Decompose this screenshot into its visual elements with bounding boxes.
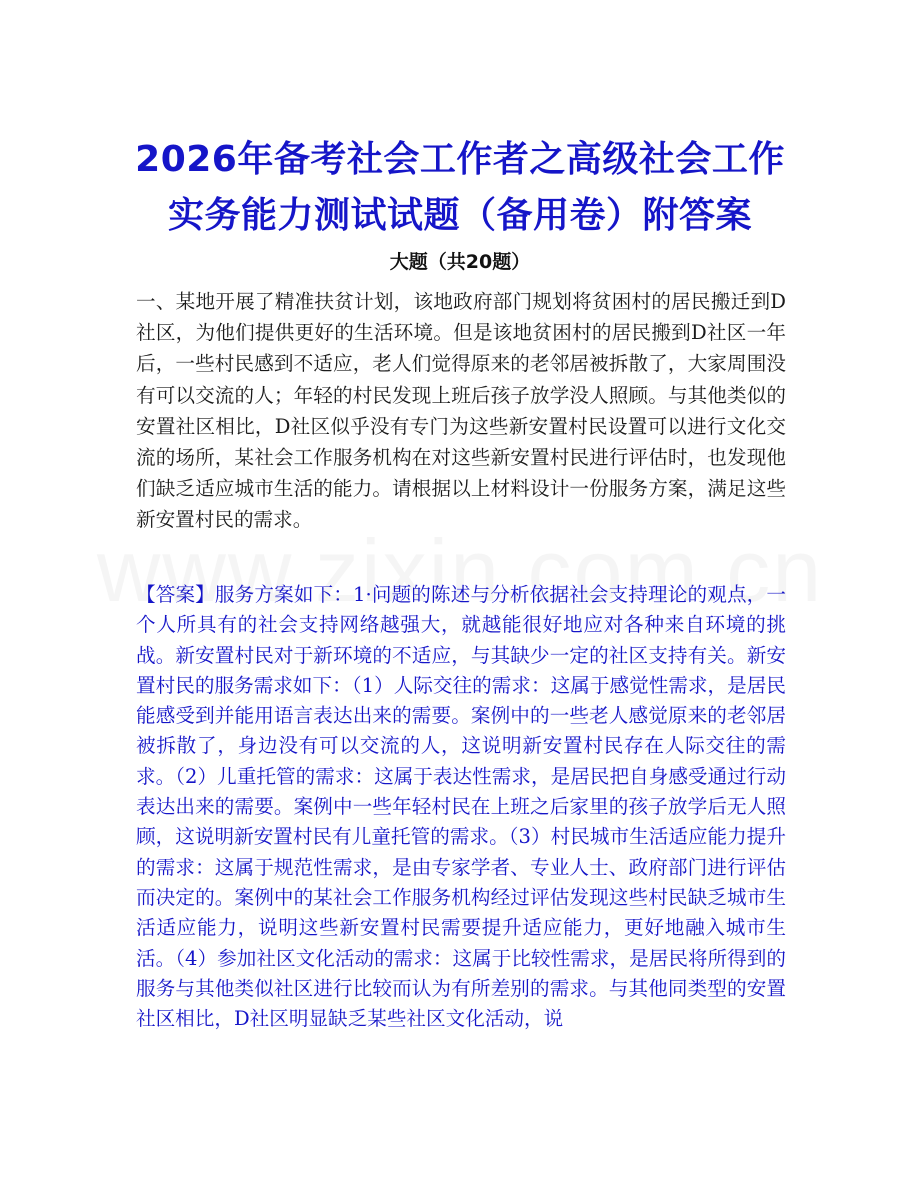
answer-label: 【答案】: [136, 583, 215, 606]
answer-paragraph: [136, 580, 786, 1034]
document-title: [110, 132, 810, 244]
answer-text: 服务方案如下：1·问题的陈述与分析依据社会支持理论的观点，一个人所具有的社会支持网络越强大，就越能很好地应对各种来自环境的挑战。新安置村民对于新环境的不适应，与其缺少一定的社区支持有关。新安置村民的服务需求如下：（1）人际交往的需求：这属于感觉性需求，是居民能感受到并能用语言表达出来的需要。案例中的一些老人感觉原来的老邻居被拆散了，身边没有可以交流的人，这说明新安置村民存在人际交往的需求。（2）儿重托管的需求：这属于表达性需求，是居民把自身感受通过行动表达出来的需要。案例中一些年轻村民在上班之后家里的孩子放学后无人照顾，这说明新安置村民有儿童托管的需求。（3）村民城市生活适应能力提升的需求：这属于规范性需求，是由专家学者、专业人士、政府部门进行评估而决定的。案例中的某社会工作服务机构经过评估发现这些村民缺乏城市生活适应能力，说明这些新安置村民需要提升适应能力，更好地融入城市生活。（4）参加社区文化活动的需求：这属于比较性需求，是居民将所得到的服务与其他类似社区进行比较而认为有所差别的需求。与其他同类型的安置社区相比，D社区明显缺乏某些社区文化活动，说: [136, 583, 787, 1031]
title-line-2: 实务能力测试试题（备用卷）附答案: [167, 195, 752, 237]
title-line-1: 2026年备考社会工作者之高级社会工作: [135, 139, 785, 181]
section-heading: 大题（共20题）: [389, 251, 531, 273]
question-paragraph: 一、某地开展了精准扶贫计划，该地政府部门规划将贫困村的居民搬迁到D社区，为他们提供更好的生活环境。但是该地贫困村的居民搬到D社区一年后，一些村民感到不适应，老人们觉得原来的老邻居被拆散了，大家周围没有可以交流的人；年轻的村民发现上班后孩子放学没人照顾。与其他类似的安置社区相比，D社区似乎没有专门为这些新安置村民设置可以进行文化交流的场所，某社会工作服务机构在对这些新安置村民进行评估时，也发现他们缺乏适应城市生活的能力。请根据以上材料设计一份服务方案，满足这些新安置村民的需求。: [136, 290, 786, 532]
